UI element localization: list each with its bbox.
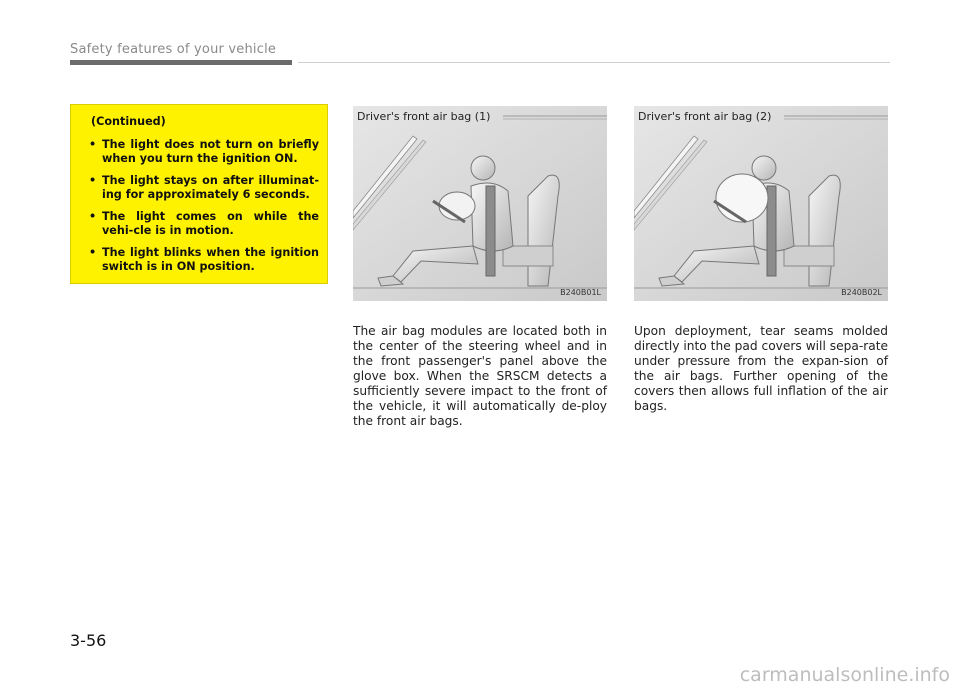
notice-heading: (Continued) [91, 115, 166, 128]
figure-code: B240B01L [560, 288, 601, 297]
figure-caption: Driver's front air bag (2) [638, 110, 772, 123]
figure-airbag-1 [353, 106, 607, 301]
notice-item: • The light does not turn on briefly when you turn the ignition ON. [89, 138, 319, 166]
airbag-illustration-1 [353, 106, 607, 301]
header-divider [298, 62, 890, 63]
figure-caption: Driver's front air bag (1) [357, 110, 491, 123]
header-accent-bar [70, 60, 292, 65]
figure-code: B240B02L [841, 288, 882, 297]
paragraph-airbag-location: The air bag modules are located both in the center of the steering wheel and in the front passenger's panel above the glove box. When the SRSCM detects a sufficiently severe impact to the front of the vehicle, it will automatically de-ploy the front air bags. [353, 324, 607, 428]
notice-item: • The light blinks when the ignition switch is in ON position. [89, 246, 319, 274]
notice-item: • The light comes on while the vehi-cle is in motion. [89, 210, 319, 238]
watermark: carmanualsonline.info [739, 664, 950, 686]
notice-list [89, 138, 319, 274]
figure-airbag-2 [634, 106, 888, 301]
airbag-illustration-2 [634, 106, 888, 301]
paragraph-airbag-deployment: Upon deployment, tear seams molded directly into the pad covers will sepa-rate under pressure from the expan-sion of the air bags. Further opening of the covers then allows full inflation of the air bags. [634, 324, 888, 413]
section-title: Safety features of your vehicle [70, 42, 277, 57]
page-number: 3-56 [70, 631, 107, 650]
notice-box [70, 104, 328, 284]
notice-item: • The light stays on after illuminat-ing for approximately 6 seconds. [89, 174, 319, 202]
